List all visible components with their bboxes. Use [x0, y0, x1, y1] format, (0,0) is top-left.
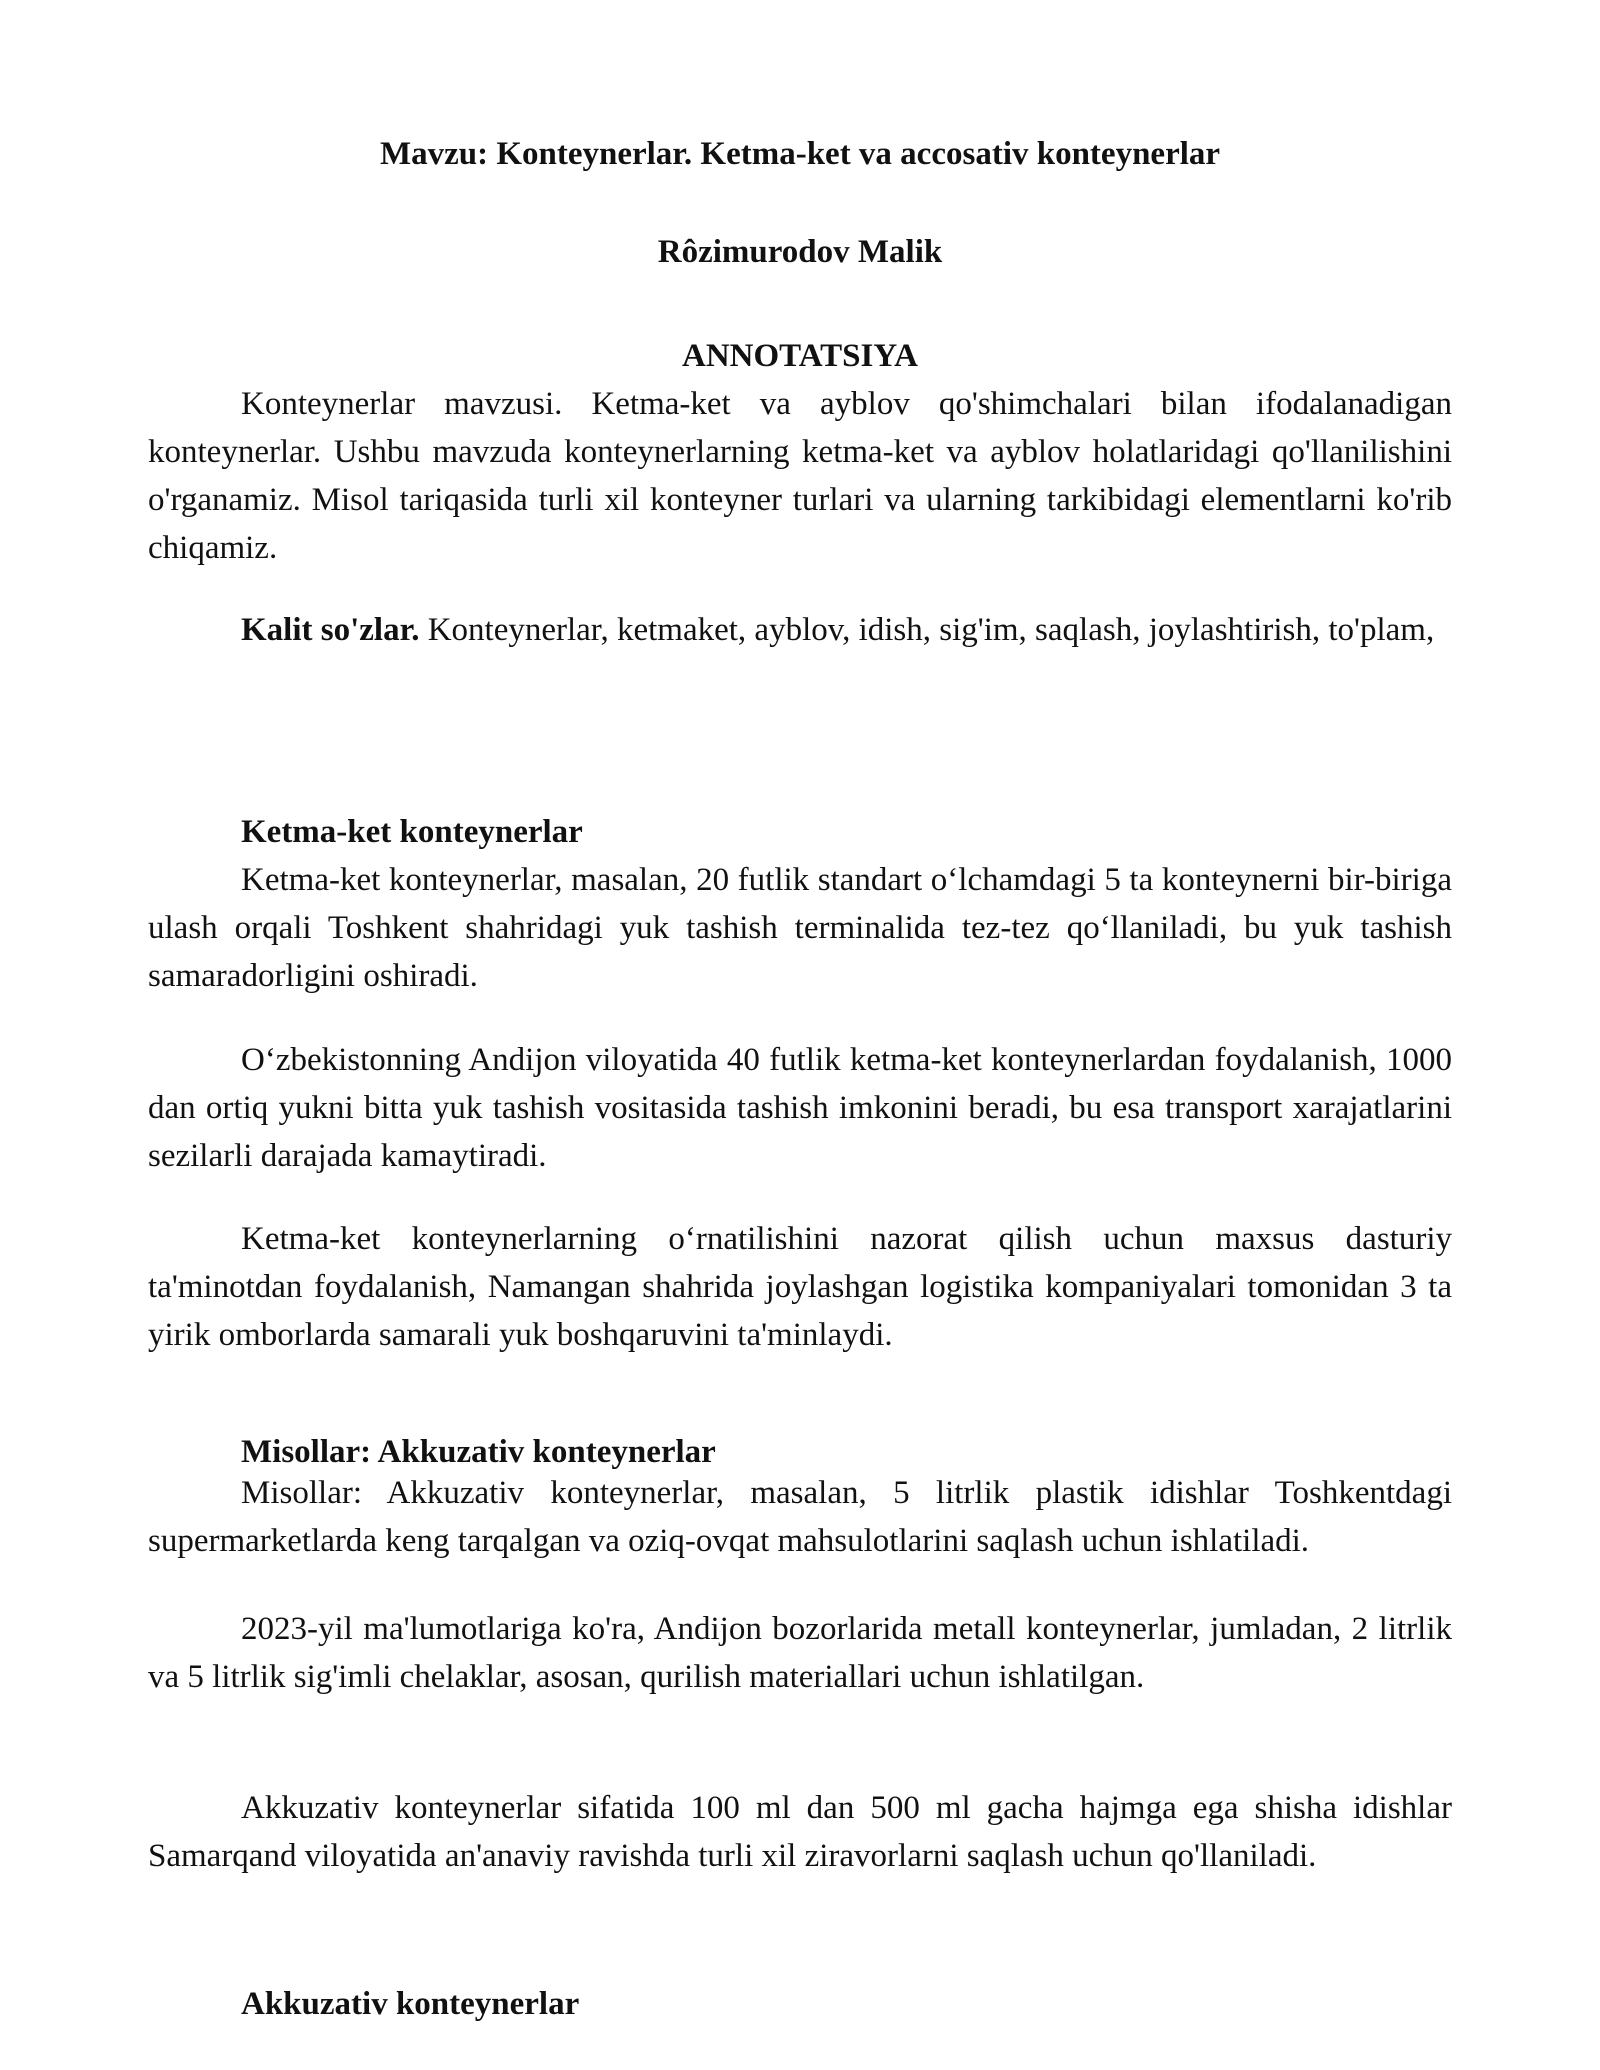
document-title: Mavzu: Konteynerlar. Ketma-ket va accosativ konteynerlar	[379, 136, 1221, 172]
section-heading-misollar: Misollar: Akkuzativ konteynerlar	[241, 1434, 716, 1470]
keywords-label: Kalit so'zlar.	[241, 612, 420, 648]
keywords-text: Konteynerlar, ketmaket, ayblov, idish, sig'im, saqlash, joylashtirish, to'plam,	[419, 612, 1435, 648]
author-name: Rôzimurodov Malik	[657, 234, 943, 270]
keywords-paragraph	[148, 606, 1452, 654]
section1-paragraph-3: Ketma-ket konteynerlarning oʻrnatilishini nazorat qilish uchun maxsus dasturiy ta'minotdan foydalanish, Namangan shahrida joylashgan logistika kompaniyalari tomonidan 3 ta yirik omborlarda samarali yuk boshqaruvini ta'minlaydi.	[148, 1221, 1452, 1353]
section2-paragraph-2: 2023-yil ma'lumotlariga ko'ra, Andijon bozorlarida metall konteynerlar, jumladan, 2 litrlik va 5 litrlik sig'imli chelaklar, asosan, qurilish materiallari uchun ishlatilgan.	[148, 1611, 1452, 1695]
section-heading-akkuzativ: Akkuzativ konteynerlar	[241, 1986, 580, 2022]
annotation-paragraph: Konteynerlar mavzusi. Ketma-ket va ayblov qo'shimchalari bilan ifodalanadigan konteynerlar. Ushbu mavzuda konteynerlarning ketma-ket va ayblov holatlaridagi qo'llanilishini o'rganamiz. Misol tariqasida turli xil konteyner turlari va ularning tarkibidagi elementlarni ko'rib chiqamiz.	[148, 386, 1452, 566]
annotation-heading: ANNOTATSIYA	[682, 338, 918, 374]
section1-paragraph-1: Ketma-ket konteynerlar, masalan, 20 futlik standart oʻlchamdagi 5 ta konteynerni bir-biriga ulash orqali Toshkent shahridagi yuk tashish terminalida tez-tez qoʻllaniladi, bu yuk tashish samaradorligini oshiradi.	[148, 862, 1452, 994]
section2-paragraph-3: Akkuzativ konteynerlar sifatida 100 ml dan 500 ml gacha hajmga ega shisha idishlar Samarqand viloyatida an'anaviy ravishda turli xil ziravorlarni saqlash uchun qo'llaniladi.	[148, 1790, 1452, 1874]
section1-paragraph-2: Oʻzbekistonning Andijon viloyatida 40 futlik ketma-ket konteynerlardan foydalanish, 1000 dan ortiq yukni bitta yuk tashish vositasida tashish imkonini beradi, bu esa transport xarajatlarini sezilarli darajada kamaytiradi.	[148, 1042, 1452, 1174]
section2-paragraph-1: Misollar: Akkuzativ konteynerlar, masalan, 5 litrlik plastik idishlar Toshkentdagi supermarketlarda keng tarqalgan va oziq-ovqat mahsulotlarini saqlash uchun ishlatiladi.	[148, 1475, 1452, 1559]
section-heading-ketma-ket: Ketma-ket konteynerlar	[241, 814, 583, 850]
